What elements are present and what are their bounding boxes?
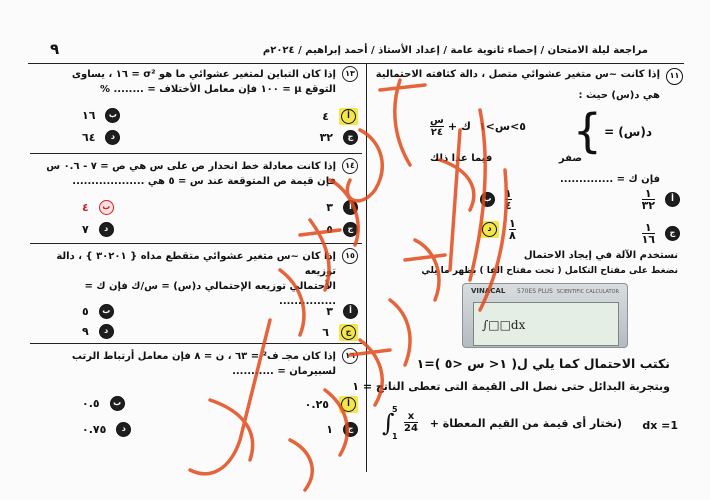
- q15-option-c[interactable]: [322, 324, 358, 341]
- option-mark-d: د: [99, 222, 114, 237]
- q11-case1: [430, 115, 526, 138]
- q16-option-a[interactable]: [305, 396, 358, 413]
- option-mark-c: ج: [343, 222, 358, 237]
- option-text: ٥: [326, 223, 333, 236]
- q11-case1-frac: [430, 115, 444, 138]
- option-mark-d: د: [482, 222, 497, 237]
- q13-option-d[interactable]: [82, 130, 120, 145]
- q11-option-d[interactable]: [480, 218, 516, 241]
- q11-brace: }: [572, 104, 602, 158]
- q14-line2: فإن قيمة ص المتوقعة عند س = ٥ هي ...................: [72, 176, 336, 187]
- option-text: ١٦: [82, 109, 96, 122]
- q11-calc-hint2: نضغط على مفتاح التكامل ( تحت مفتاح الفا ) بظهر ما يلي: [421, 266, 678, 276]
- option-mark-a: أ: [343, 200, 358, 215]
- frac-num: ١: [505, 187, 512, 200]
- option-text: ٤: [82, 201, 89, 214]
- q14-text: [34, 159, 336, 189]
- q16-option-d[interactable]: [82, 422, 131, 437]
- q16-option-b[interactable]: [82, 396, 125, 411]
- frac-num: ١: [509, 217, 516, 230]
- highlight-box: [480, 221, 499, 238]
- option-text: ٧: [82, 223, 89, 236]
- option-mark-a: أ: [341, 397, 356, 412]
- integral-upper: 5: [392, 405, 398, 414]
- frac-den: ٤: [505, 199, 512, 212]
- q16-option-c[interactable]: [326, 422, 358, 437]
- option-text: ٤: [322, 110, 329, 123]
- q11-frac-den: ٢٤: [430, 127, 444, 138]
- q15-option-a[interactable]: [326, 304, 358, 319]
- q11-line2: هي د(س) حيث :: [578, 90, 660, 101]
- frac-num: ١: [644, 221, 652, 234]
- question-16: [30, 346, 362, 446]
- page-title: مراجعة ليلة الامتحان / إحصاء ثانوية عامة / إعداد الأستاذ / أحمد إبراهيم / ٢٠٢٤م: [262, 45, 648, 56]
- q15-line2: الأحتمالي توزيعه الإحتمالي د(س) = س/ك فإن ك = ...............: [84, 281, 336, 307]
- question-number-11: ١١: [666, 68, 683, 85]
- question-number-14: ١٤: [342, 158, 358, 174]
- q11-line1: إذا كانت ~س متغير عشوائي متصل ، دالة كثافته الاحتمالية: [375, 69, 660, 80]
- q11-frac-num: س: [430, 115, 444, 126]
- q14-option-d[interactable]: [82, 222, 114, 237]
- option-mark-d: د: [99, 324, 114, 339]
- option-text: ٥: [82, 305, 89, 318]
- q14-line1: إذا كانت معادلة خط انحدار ص على س هي ص = ٧ - ٠.٦ س: [46, 161, 336, 172]
- q11-option-a-frac: [642, 188, 655, 211]
- integral-sign: ∫: [382, 409, 395, 437]
- option-text: ٦٤: [82, 131, 96, 144]
- calculator-model: 570ES PLUS: [517, 288, 553, 295]
- q11-bottom-line2: وبتجربة البدائل حتى نصل الى القيمة التى تعطى الناتج = ١: [352, 380, 670, 393]
- option-mark-c: ج: [341, 325, 356, 340]
- calculator-screen: [473, 302, 619, 346]
- highlight-box: [339, 108, 358, 125]
- q15-line1: إذا كان ~س متغير عشوائي متقطع مداه { ٣٠٢٠١ } ، دالة توزيعه: [56, 251, 336, 277]
- frac-den: ٣٢: [641, 199, 655, 212]
- option-mark-b: ب: [99, 200, 114, 215]
- integral-frac: [404, 411, 418, 434]
- option-mark-a: أ: [343, 304, 358, 319]
- q11-case2-expr: صفر: [558, 153, 582, 164]
- q11-option-b[interactable]: [480, 188, 512, 211]
- highlight-box: [339, 324, 358, 341]
- q11-integral: [380, 405, 428, 443]
- calculator-subtitle: SCIENTIFIC CALCULATOR: [556, 289, 619, 295]
- q14-option-c[interactable]: [326, 222, 358, 237]
- q11-option-a[interactable]: [642, 188, 680, 211]
- q13-option-c[interactable]: [320, 130, 358, 145]
- question-number-16: ١٦: [342, 348, 358, 364]
- option-mark-c: ج: [665, 226, 680, 241]
- option-mark-a: أ: [665, 192, 680, 207]
- q13-line1: إذا كان التباين لمتغير عشوائي ما هو σ² = ١٦ ، يساوى: [71, 69, 336, 80]
- option-text: ٠.٧٥: [82, 423, 107, 436]
- integral-lower: 1: [392, 432, 398, 441]
- q16-text: [34, 349, 336, 379]
- q13-option-b[interactable]: [82, 108, 120, 123]
- option-mark-b: ب: [480, 192, 495, 207]
- page-header: [22, 40, 688, 62]
- question-14: [30, 156, 362, 244]
- option-text: ٠.٢٥: [304, 398, 329, 411]
- q11-bottom-line3: [380, 405, 680, 443]
- q16-line2: لسبيرمان = ...........: [232, 366, 336, 377]
- option-text: ٣: [326, 305, 333, 318]
- option-mark-c: ج: [343, 130, 358, 145]
- q13-line2: التوقع μ = ١٠٠ فإن معامل الأختلاف = ........ %: [99, 84, 336, 95]
- q11-option-c-frac: [642, 222, 655, 245]
- q15-option-d[interactable]: [82, 324, 114, 339]
- question-15: [30, 246, 362, 344]
- option-mark-d: د: [116, 422, 131, 437]
- q11-option-b-frac: [505, 188, 512, 211]
- q11-case2-cond: فيما عدا ذلك: [430, 153, 493, 164]
- q13-text: [34, 67, 336, 97]
- q11-case1-cond: ٥>س>١: [478, 120, 527, 133]
- frac-den: ١٦: [641, 233, 655, 246]
- frac-den: ٨: [509, 229, 516, 242]
- calculator-image: [462, 283, 628, 348]
- q14-option-a[interactable]: [326, 200, 358, 215]
- option-mark-b: ب: [99, 304, 114, 319]
- q15-text: [34, 249, 336, 309]
- q11-option-d-frac: [509, 218, 516, 241]
- frac-den: 24: [404, 423, 418, 434]
- option-text: ٩: [82, 325, 89, 338]
- highlight-box: [339, 396, 358, 413]
- q11-option-c[interactable]: [642, 222, 680, 245]
- q16-line1: إذا كان مجـ ف² = ٦٣ ، ن = ٨ فإن معامل أرتباط الرتب: [71, 351, 336, 362]
- q15-option-b[interactable]: [82, 304, 114, 319]
- option-mark-d: د: [105, 130, 120, 145]
- q14-option-b[interactable]: [82, 200, 114, 215]
- question-number-15: ١٥: [342, 248, 358, 264]
- option-text: ٠.٥: [82, 397, 100, 410]
- option-text: ٣٢: [319, 131, 333, 144]
- q11-bottom-line3-left: dx =1: [642, 419, 678, 432]
- q11-bottom-line1: نكتب الاحتمال كما يلي ل( ١< س <٥ )=١: [416, 356, 670, 371]
- question-13: [30, 64, 362, 154]
- q13-option-a[interactable]: [322, 108, 358, 125]
- question-number-13: ١٣: [342, 66, 358, 82]
- q11-ask: فإن ك = ..............: [559, 174, 660, 185]
- option-mark-c: ج: [343, 422, 358, 437]
- q11-case1-expr: ك +: [447, 120, 471, 133]
- option-mark-b: ب: [110, 396, 125, 411]
- option-mark-b: ب: [105, 108, 120, 123]
- calculator-expression: ∫□□dx: [482, 318, 526, 332]
- option-text: ١: [326, 423, 333, 436]
- calculator-brand: VINACAL: [471, 287, 506, 295]
- page-number: ٩: [50, 40, 60, 58]
- frac-num: ١: [644, 187, 652, 200]
- option-text: ٣: [326, 201, 333, 214]
- q11-bottom-line3-right: (نختار أى قيمة من القيم المعطاة +: [429, 417, 622, 430]
- q11-case1-expr-wrap: [430, 115, 471, 138]
- q11-calc-hint1: نستخدم الآلة في إيجاد الاحتمال: [523, 250, 678, 261]
- column-divider: [366, 63, 367, 472]
- q11-func-lhs: د(س) =: [604, 125, 652, 139]
- option-mark-a: أ: [341, 109, 356, 124]
- frac-num: x: [407, 411, 415, 422]
- option-text: ٦: [322, 326, 329, 339]
